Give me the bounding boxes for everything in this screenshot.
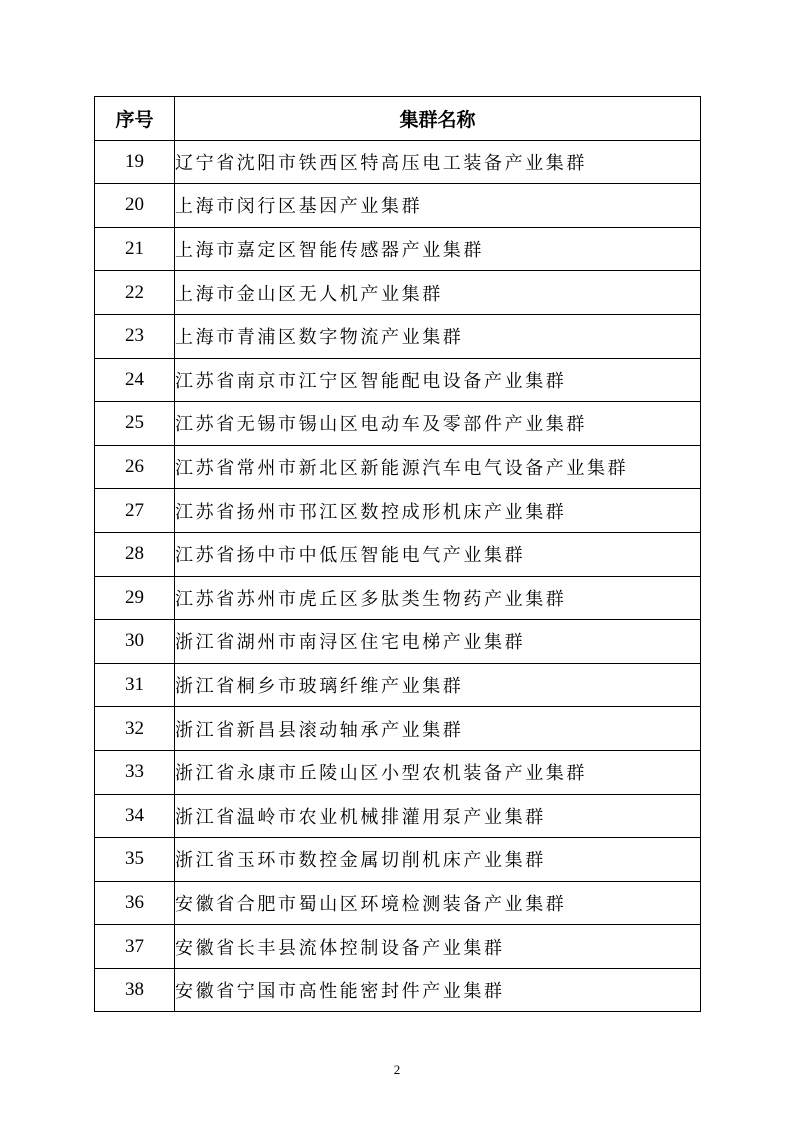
table-row (95, 402, 701, 446)
row-cluster-name: 上海市金山区无人机产业集群 (175, 271, 701, 315)
row-serial-number: 34 (95, 794, 175, 838)
table-row (95, 925, 701, 969)
row-cluster-name: 江苏省扬中市中低压智能电气产业集群 (175, 532, 701, 576)
row-serial-number: 22 (95, 271, 175, 315)
table-row (95, 707, 701, 751)
industry-cluster-table (94, 96, 701, 1012)
row-cluster-name: 安徽省长丰县流体控制设备产业集群 (175, 925, 701, 969)
table-row (95, 271, 701, 315)
row-serial-number: 38 (95, 968, 175, 1012)
row-serial-number: 21 (95, 227, 175, 271)
page-number: 2 (393, 1062, 401, 1077)
row-cluster-name: 江苏省常州市新北区新能源汽车电气设备产业集群 (175, 445, 701, 489)
row-cluster-name: 浙江省新昌县滚动轴承产业集群 (175, 707, 701, 751)
table-row (95, 445, 701, 489)
row-serial-number: 35 (95, 838, 175, 882)
row-serial-number: 26 (95, 445, 175, 489)
row-cluster-name: 上海市嘉定区智能传感器产业集群 (175, 227, 701, 271)
row-serial-number: 37 (95, 925, 175, 969)
table-row (95, 184, 701, 228)
row-cluster-name: 浙江省玉环市数控金属切削机床产业集群 (175, 838, 701, 882)
table-row (95, 881, 701, 925)
table-row (95, 576, 701, 620)
table-row (95, 750, 701, 794)
row-cluster-name: 江苏省南京市江宁区智能配电设备产业集群 (175, 358, 701, 402)
row-serial-number: 23 (95, 314, 175, 358)
table-row (95, 227, 701, 271)
table-row (95, 140, 701, 184)
header-cluster-name: 集群名称 (175, 97, 701, 141)
row-serial-number: 33 (95, 750, 175, 794)
row-cluster-name: 上海市闵行区基因产业集群 (175, 184, 701, 228)
row-cluster-name: 浙江省桐乡市玻璃纤维产业集群 (175, 663, 701, 707)
row-cluster-name: 上海市青浦区数字物流产业集群 (175, 314, 701, 358)
header-serial-number: 序号 (95, 97, 175, 141)
table-header-row (95, 97, 701, 141)
table-row (95, 620, 701, 664)
row-serial-number: 25 (95, 402, 175, 446)
row-cluster-name: 浙江省永康市丘陵山区小型农机装备产业集群 (175, 750, 701, 794)
table-row (95, 358, 701, 402)
row-cluster-name: 浙江省温岭市农业机械排灌用泵产业集群 (175, 794, 701, 838)
row-serial-number: 20 (95, 184, 175, 228)
row-serial-number: 28 (95, 532, 175, 576)
table-row (95, 968, 701, 1012)
row-cluster-name: 浙江省湖州市南浔区住宅电梯产业集群 (175, 620, 701, 664)
table-row (95, 794, 701, 838)
row-serial-number: 30 (95, 620, 175, 664)
row-serial-number: 32 (95, 707, 175, 751)
row-cluster-name: 辽宁省沈阳市铁西区特高压电工装备产业集群 (175, 140, 701, 184)
row-serial-number: 27 (95, 489, 175, 533)
row-serial-number: 19 (95, 140, 175, 184)
row-serial-number: 24 (95, 358, 175, 402)
row-cluster-name: 江苏省扬州市邗江区数控成形机床产业集群 (175, 489, 701, 533)
row-serial-number: 29 (95, 576, 175, 620)
table-row (95, 489, 701, 533)
table-row (95, 314, 701, 358)
row-serial-number: 36 (95, 881, 175, 925)
table-row (95, 838, 701, 882)
table-row (95, 663, 701, 707)
table-row (95, 532, 701, 576)
row-cluster-name: 江苏省苏州市虎丘区多肽类生物药产业集群 (175, 576, 701, 620)
row-cluster-name: 安徽省合肥市蜀山区环境检测装备产业集群 (175, 881, 701, 925)
row-cluster-name: 安徽省宁国市高性能密封件产业集群 (175, 968, 701, 1012)
row-serial-number: 31 (95, 663, 175, 707)
row-cluster-name: 江苏省无锡市锡山区电动车及零部件产业集群 (175, 402, 701, 446)
